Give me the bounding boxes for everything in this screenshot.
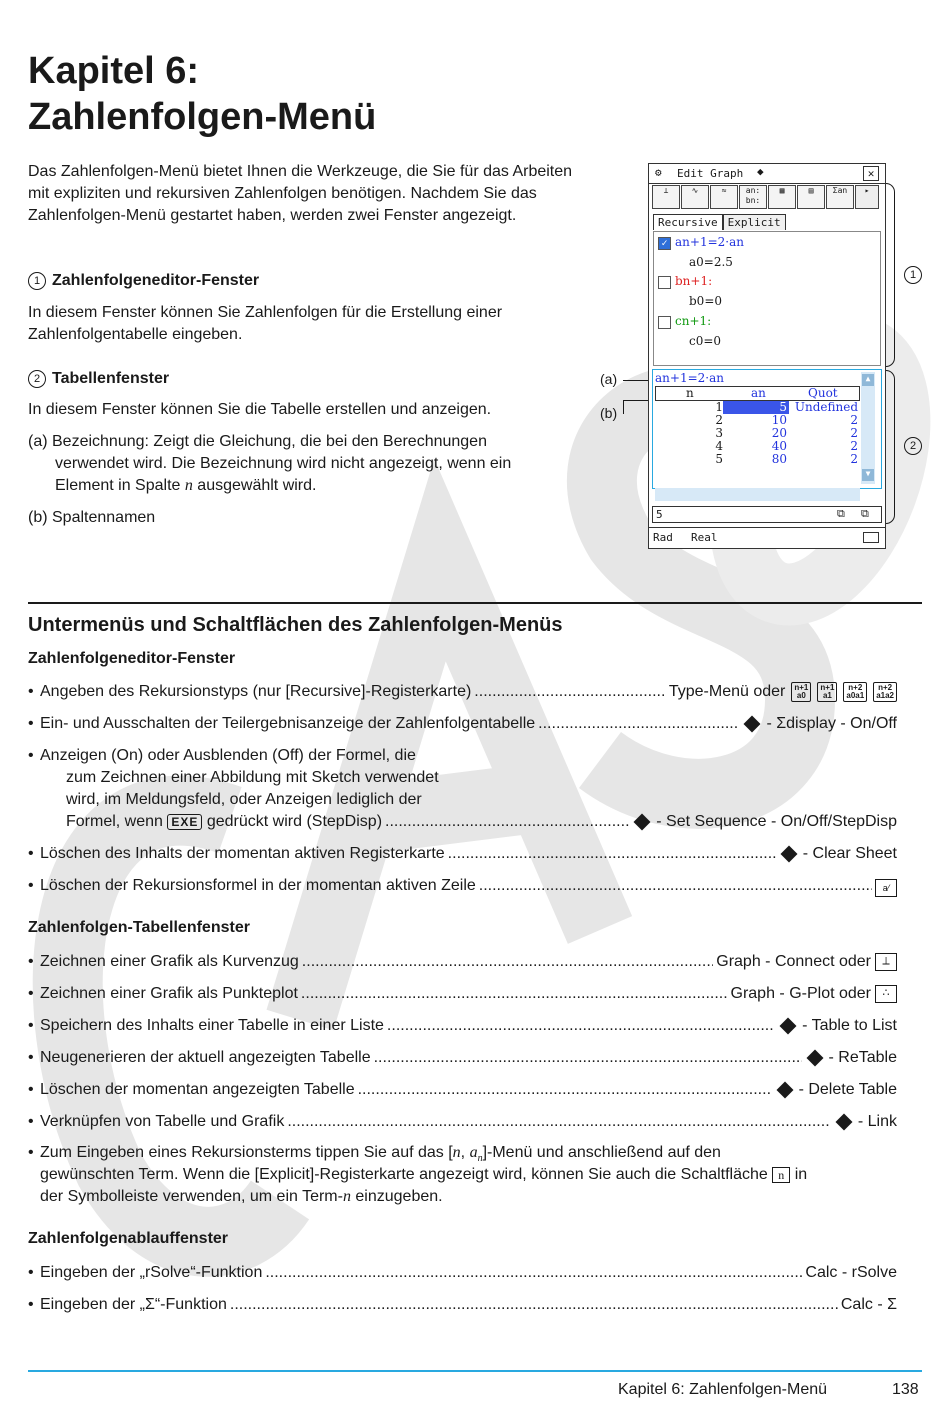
menu-diamond-icon (744, 716, 761, 733)
list-item-cont: wird, im Meldungsfeld, oder Anzeigen lediglich der (66, 791, 422, 808)
list-item: • Anzeigen (On) oder Ausblenden (Off) der Formel, die (28, 747, 416, 764)
type-key-an1-icon: n+1 a0 (791, 682, 811, 702)
eq-a[interactable]: an+1=2·an (675, 235, 744, 249)
checkbox-b[interactable] (658, 276, 671, 289)
eq-a-init[interactable]: a0=2.5 (689, 255, 733, 269)
intro-text: Das Zahlenfolgen-Menü bietet Ihnen die Werkzeuge, die Sie für das Arbeiten mit expliziten und rekursiven Zahlenfolgen benötigen. Nachdem Sie das Zahlenfolgen-Menü gestartet haben, werden zwei Fenster angezeigt. (28, 163, 573, 224)
menu-diamond-icon (634, 814, 651, 831)
list-item-cont: Formel, wenn EXE gedrückt wird (StepDisp) ..... - Set Sequence - On/Off/StepDisp (66, 811, 897, 833)
table-cell[interactable]: 2 (850, 413, 858, 427)
table-label: an+1=2·an (655, 371, 724, 385)
n-key-icon: n (772, 1167, 790, 1183)
term-note-2: gewünschten Term. Wenn die [Explicit]-Registerkarte angezeigt wird, können Sie auch die Schaltfläche n in (40, 1166, 808, 1183)
callout-1: 1 (904, 266, 922, 284)
table-cell[interactable]: 80 (771, 452, 787, 466)
label-a-desc-3: Element in Spalte n ausgewählt wird. (55, 477, 317, 494)
section1-text: In diesem Fenster können Sie Zahlenfolgen für die Erstellung einer Zahlenfolgentabelle eingeben. (28, 304, 503, 343)
checkbox-c[interactable] (658, 316, 671, 329)
menu-diamond-icon (806, 1050, 823, 1067)
callout-2: 2 (904, 437, 922, 455)
page-title: Kapitel 6: Zahlenfolgen-Menü (28, 50, 377, 138)
exe-key-icon: EXE (167, 814, 202, 830)
label-a-desc: (a) Bezeichnung: Zeigt die Gleichung, die bei den Berechnungen (28, 433, 487, 450)
input-line[interactable] (652, 506, 882, 523)
scrollbar-vertical[interactable] (861, 372, 875, 484)
menu-diamond-icon (835, 1114, 852, 1131)
editor-heading: Zahlenfolgeneditor-Fenster (28, 650, 236, 667)
table-heading: Zahlenfolgen-Tabellenfenster (28, 919, 250, 936)
section2-heading: 2 Tabellenfenster (28, 368, 169, 390)
table-cell[interactable]: Undefined (794, 400, 858, 414)
table-cell[interactable]: 2 (850, 426, 858, 440)
table-cell[interactable]: 2 (850, 452, 858, 466)
eq-b-init[interactable]: b0=0 (689, 294, 723, 308)
list-item: • Neugenerieren der aktuell angezeigten Tabelle ..... - ReTable (28, 1047, 897, 1069)
toolbar-table-icon[interactable]: ▦ (768, 185, 796, 209)
circled-number-2: 2 (28, 370, 46, 388)
table-cell[interactable]: 2 (850, 439, 858, 453)
toolbar-sum-icon[interactable]: Σan (826, 185, 854, 209)
circled-number-1: 1 (28, 272, 46, 290)
section1-heading: 1 Zahlenfolgeneditor-Fenster (28, 270, 259, 292)
toolbar-scroll-icon[interactable]: ▸ (855, 185, 879, 209)
checkbox-a[interactable]: ✓ (658, 237, 671, 250)
col-header-an: an (751, 386, 766, 400)
sequence-editor (653, 231, 881, 366)
callout-b-line (623, 400, 624, 414)
run-heading: Zahlenfolgenablauffenster (28, 1230, 229, 1247)
status-rad: Rad (653, 531, 673, 544)
table-cell[interactable]: 2 (715, 413, 723, 427)
battery-icon (863, 532, 879, 543)
eq-c-init[interactable]: c0=0 (689, 334, 722, 348)
list-item: • Eingeben der „Σ“-Funktion ..... Calc - Σ (28, 1294, 897, 1316)
column-header-row (655, 386, 860, 401)
tab-recursive[interactable]: Recursive (653, 214, 723, 230)
col-header-quot: Quot (808, 386, 838, 400)
calc-menubar (649, 164, 885, 184)
dropdown-icon[interactable]: ◆ (757, 165, 764, 178)
list-item: • Eingeben der „rSolve“-Funktion ..... Calc - rSolve (28, 1262, 897, 1284)
page-number: 138 (892, 1381, 919, 1398)
term-note: • Zum Eingeben eines Rekursionsterms tippen Sie auf das [n, $a_n$]-Menü und anschließend auf den (28, 1144, 721, 1165)
table-cell[interactable]: 5 (715, 452, 723, 466)
eq-b[interactable]: bn+1: (675, 274, 713, 288)
plot-graph-icon: ∴ (875, 985, 897, 1003)
callout-a: (a) (600, 371, 618, 387)
status-bar (649, 527, 885, 548)
calc-menu-edit-graph[interactable]: Edit Graph (677, 167, 744, 180)
footer-chapter: Kapitel 6: Zahlenfolgen-Menü (618, 1381, 828, 1398)
calc-tabs (653, 214, 786, 230)
type-key-an1a1-icon: n+1 a1 (817, 682, 837, 702)
delete-formula-icon: a⁄ (875, 879, 897, 897)
sequence-table (652, 369, 882, 489)
toolbar-table2-icon[interactable]: ▤ (797, 185, 825, 209)
menu-diamond-icon (776, 1082, 793, 1099)
gear-icon[interactable]: ⚙ (655, 166, 662, 179)
list-item: • Löschen des Inhalts der momentan aktiven Registerkarte ..... - Clear Sheet (28, 843, 897, 865)
toolbar-sketch-icon[interactable]: ≈ (710, 185, 738, 209)
scrollbar-horizontal[interactable] (655, 488, 860, 501)
scroll-down-icon[interactable]: ▼ (862, 469, 874, 481)
col-header-n: n (686, 386, 694, 400)
footer-line (28, 1370, 922, 1372)
scroll-up-icon[interactable]: ▲ (862, 374, 874, 386)
label-a-desc-2: verwendet wird. Die Bezeichnung wird nicht angezeigt, wenn ein (55, 455, 512, 472)
eq-c[interactable]: cn+1: (675, 314, 712, 328)
input-value: 5 (656, 508, 663, 521)
list-item: • Zeichnen einer Grafik als Punkteplot ..... Graph - G-Plot oder ∴ (28, 983, 897, 1005)
menu-diamond-icon (780, 846, 797, 863)
connect-graph-icon: ⟂ (875, 953, 897, 971)
list-item: • Angeben des Rekursionstyps (nur [Recursive]-Registerkarte) ..... Type-Menü oder n+1 a0 n+1 a1 n+2 a0a1 n+2 a1a2 (28, 681, 897, 703)
table-cell[interactable]: 5 (779, 400, 787, 414)
table-cell[interactable]: 1 (715, 400, 723, 414)
paste-icon[interactable]: ⧉ (861, 507, 869, 520)
list-item: • Zeichnen einer Grafik als Kurvenzug ..... Graph - Connect oder ⟂ (28, 951, 897, 973)
calculator-screen (648, 163, 886, 549)
copy-icon[interactable]: ⧉ (837, 507, 845, 520)
table-cell[interactable]: 40 (771, 439, 787, 453)
list-item: • Löschen der momentan angezeigten Tabelle ..... - Delete Table (28, 1079, 897, 1101)
section2-text: In diesem Fenster können Sie die Tabelle erstellen und anzeigen. (28, 401, 492, 418)
type-key-an2-icon: n+2 a0a1 (843, 682, 867, 702)
table-cell[interactable]: 20 (771, 426, 787, 440)
list-item-cont: zum Zeichnen einer Abbildung mit Sketch verwendet (66, 769, 439, 786)
list-item: • Ein- und Ausschalten der Teilergebnisanzeige der Zahlenfolgentabelle ..... - Σdisplay - On/Off (28, 713, 897, 735)
menu-diamond-icon (780, 1018, 797, 1035)
bracket-2 (886, 370, 895, 524)
tab-explicit[interactable]: Explicit (723, 214, 786, 230)
list-item: • Verknüpfen von Tabelle und Grafik ..... - Link (28, 1111, 897, 1133)
close-icon[interactable]: ✕ (863, 166, 879, 181)
term-note-3: der Symbolleiste verwenden, um ein Term-n einzugeben. (40, 1188, 443, 1205)
table-cell[interactable]: 4 (715, 439, 723, 453)
toolbar-an-icon[interactable]: an: bn: (739, 185, 767, 209)
type-key-an2a1-icon: n+2 a1a2 (873, 682, 897, 702)
toolbar-connect-icon[interactable]: ⟂ (652, 185, 680, 209)
table-cell[interactable]: 10 (771, 413, 787, 427)
list-item: • Speichern des Inhalts einer Tabelle in einer Liste ..... - Table to List (28, 1015, 897, 1037)
bracket-1 (886, 183, 895, 367)
list-item: • Löschen der Rekursionsformel in der momentan aktiven Zeile ..... a⁄ (28, 875, 897, 897)
table-cell[interactable]: 3 (715, 426, 723, 440)
toolbar-plot-icon[interactable]: ∿ (681, 185, 709, 209)
callout-b: (b) (600, 405, 618, 421)
label-b-desc: (b) Spaltennamen (28, 509, 156, 526)
section-divider (28, 602, 922, 604)
submenu-heading: Untermenüs und Schaltflächen des Zahlenfolgen-Menüs (28, 614, 563, 636)
status-real: Real (691, 531, 718, 544)
